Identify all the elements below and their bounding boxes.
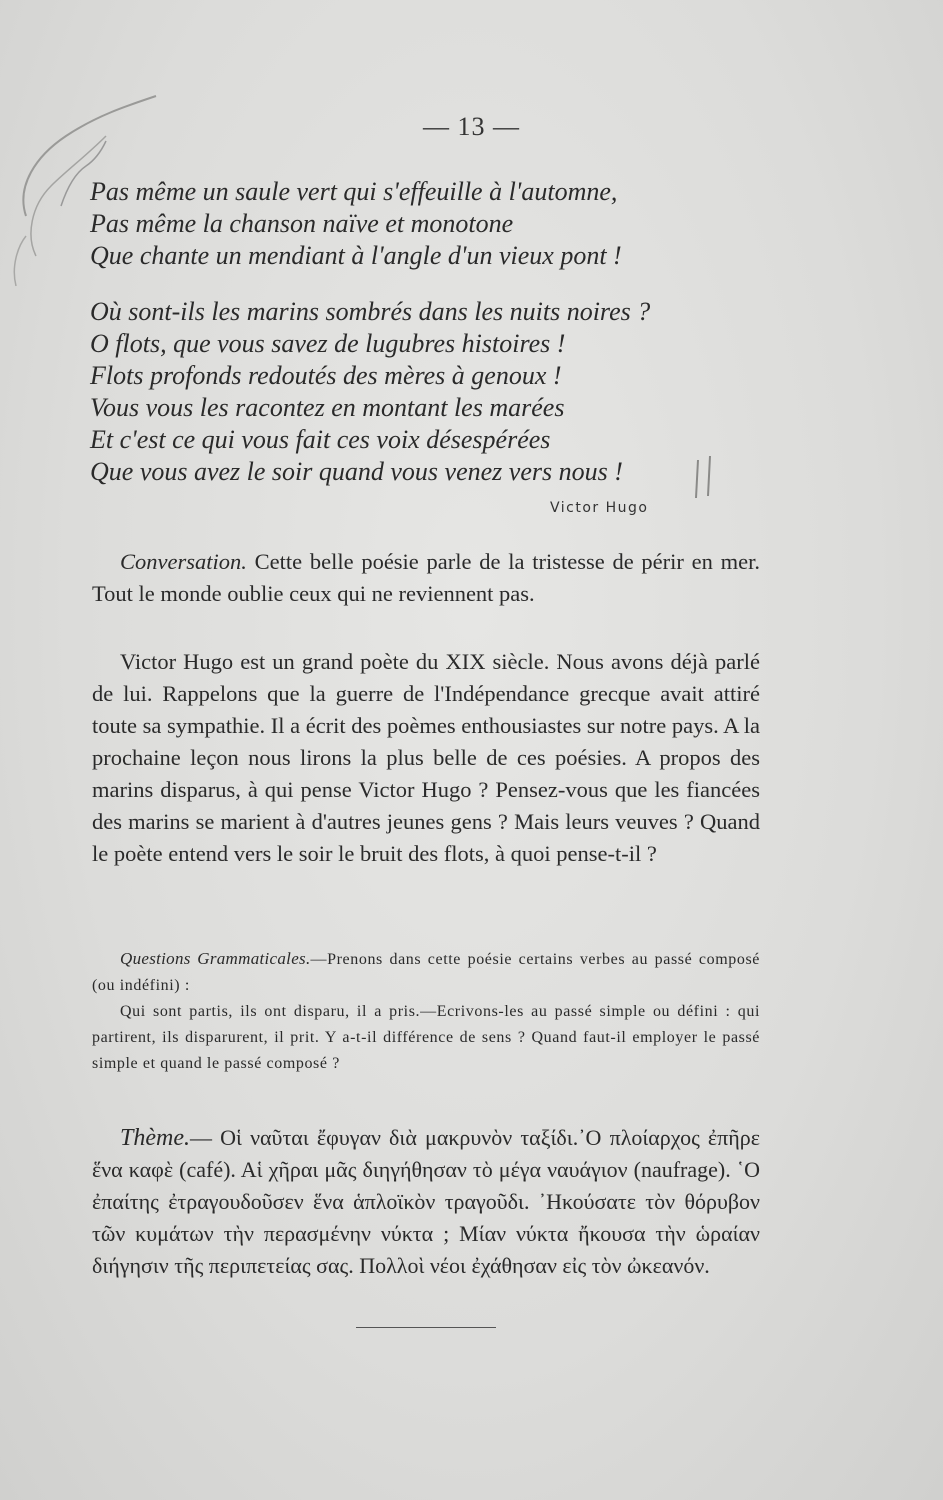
theme-label: Thème. (120, 1125, 190, 1151)
pencil-mark (690, 448, 730, 508)
grammar-section (92, 946, 760, 1077)
poem-stanza-1 (90, 176, 622, 272)
poem-line: Où sont-ils les marins sombrés dans les nuits noires ? (90, 297, 651, 326)
conversation-label: Conversation. (120, 549, 247, 574)
end-divider (356, 1327, 496, 1328)
poem-line: Que chante un mendiant à l'angle d'un vieux pont ! (90, 241, 622, 270)
poem-stanza-2 (90, 296, 650, 488)
conversation-text: Cette belle poésie parle de la tristesse de périr en mer. Tout le monde oublie ceux qui ne reviennent pas. (92, 549, 760, 606)
poem-line: Flots profonds redoutés des mères à genoux ! (90, 361, 562, 390)
hugo-paragraph (92, 646, 760, 870)
theme-section (92, 1122, 760, 1282)
page-number: — 13 — (423, 112, 520, 141)
grammar-examples: Qui sont partis, ils ont disparu, il a pris.—Ecrivons-les au passé simple ou défini : qui partirent, ils disparurent, il prit. Y a-t-il différence de sens ? Quand faut-il employer le passé simple et quand le passé composé ? (92, 1003, 760, 1072)
conversation-paragraph (92, 546, 760, 610)
poem-line: Et c'est ce qui vous fait ces voix désespérées (90, 425, 551, 454)
poem-line: Que vous avez le soir quand vous venez vers nous ! (90, 457, 623, 486)
poem-line: Pas même la chanson naïve et monotone (90, 209, 514, 238)
grammar-text: —Prenons dans cette poésie certains verbes au passé composé (ou indéfini) : (92, 951, 760, 994)
grammar-label: Questions Grammaticales. (120, 949, 311, 968)
poem-author: Victor Hugo (550, 500, 649, 516)
hugo-text: Victor Hugo est un grand poète du XIX siècle. Nous avons déjà parlé de lui. Rappelons que la guerre de l'Indépendance grecque avait attiré toute sa sympathie. Il a écrit des poèmes enthousiastes sur notre pays. A la prochaine leçon nous lirons la plus belle de ces poésies. A propos des marins disparus, à qui pense Victor Hugo ? Pensez-vous que les fiancées des marins se marient à d'autres jeunes gens ? Mais leurs veuves ? Quand le poète entend vers le soir le bruit des flots, à quoi pense-t-il ? (92, 649, 760, 866)
theme-text: — Οἱ ναῦται ἔφυγαν διὰ μακρυνὸν ταξίδι.᾿Ο πλοίαρχος ἐπῆρε ἕνα καφὲ (café). Αἱ χῆραι μᾶς διηγήθησαν τὸ μέγα ναυάγιον (naufrage). ῾Ο ἐπαίτης ἐτραγουδοῦσεν ἕνα ἁπλοϊκὸν τραγοῦδι. ᾿Ηκούσατε τὸν θόρυβον τῶν κυμάτων τὴν περασμένην νύκτα ; Μίαν νύκτα ἤκουσα τὴν ὡραίαν διήγησιν τῆς περιπετείας σας. Πολλοὶ νέοι ἐχάθησαν εἰς τὸν ὠκεανόν. (92, 1125, 760, 1278)
poem-line: Vous vous les racontez en montant les marées (90, 393, 565, 422)
poem-line: Pas même un saule vert qui s'effeuille à l'automne, (90, 177, 618, 206)
poem-line: O flots, que vous savez de lugubres histoires ! (90, 329, 566, 358)
